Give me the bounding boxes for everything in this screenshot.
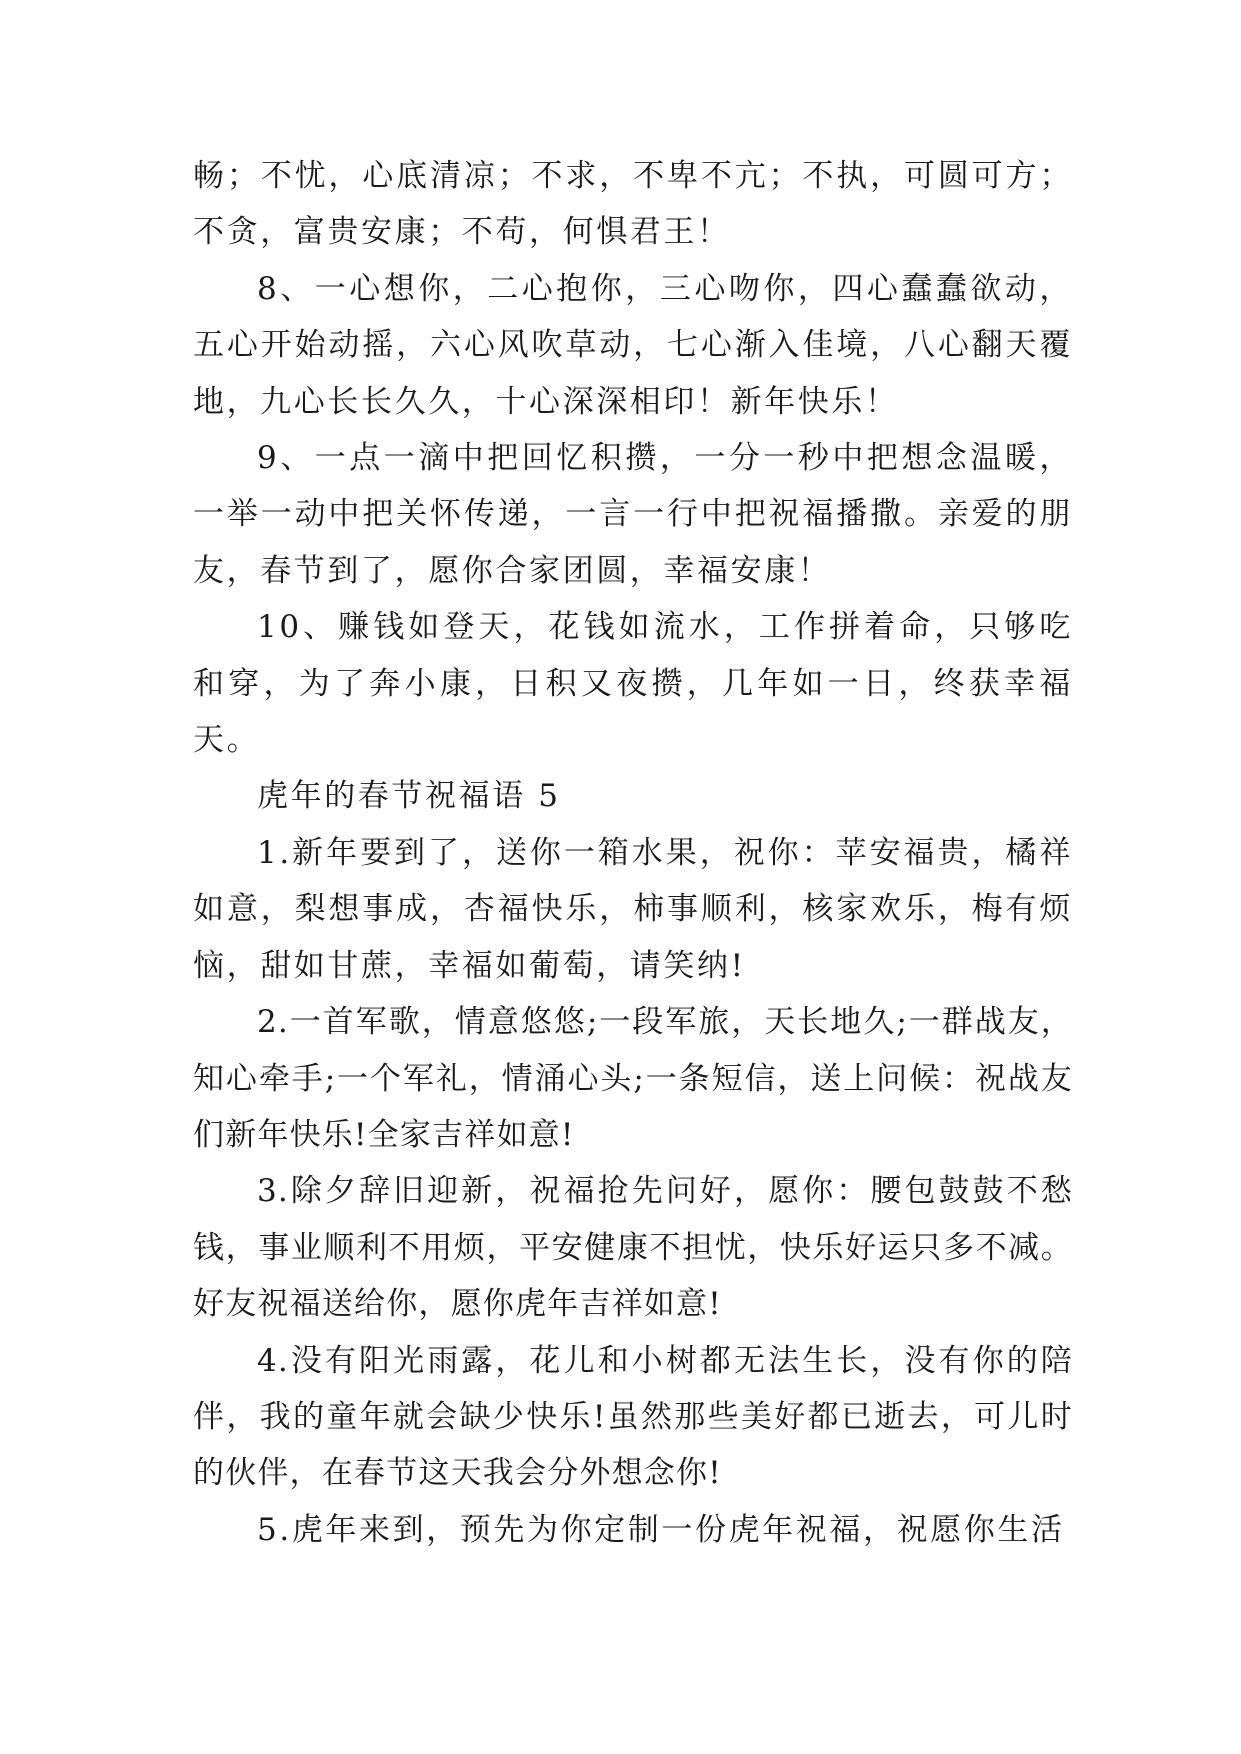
- paragraph-item-10: 10、赚钱如登天，花钱如流水，工作拼着命，只够吃和穿，为了奔小康，日积又夜攒，几年如一日，终获幸福天。: [193, 609, 1073, 759]
- paragraph-section5-item-4: 4.没有阳光雨露，花儿和小树都无法生长，没有你的陪伴，我的童年就会缺少快乐!虽然那些美好都已逝去，可儿时的伙伴，在春节这天我会分外想念你!: [193, 1342, 1073, 1492]
- paragraph-section5-item-1: 1.新年要到了，送你一箱水果，祝你：苹安福贵，橘祥如意，梨想事成，杏福快乐，柿事顺利，核家欢乐，梅有烦恼，甜如甘蔗，幸福如葡萄，请笑纳!: [193, 834, 1073, 984]
- paragraph-section5-item-3: 3.除夕辞旧迎新，祝福抢先问好，愿你：腰包鼓鼓不愁钱，事业顺利不用烦，平安健康不担忧，快乐好运只多不减。好友祝福送给你，愿你虎年吉祥如意!: [193, 1173, 1073, 1323]
- paragraph-section5-item-2: 2.一首军歌，情意悠悠;一段军旅，天长地久;一群战友，知心牵手;一个军礼，情涌心头;一条短信，送上问候：祝战友们新年快乐!全家吉祥如意!: [193, 1004, 1073, 1153]
- paragraph-continued: 畅；不忧，心底清凉；不求，不卑不亢；不执，可圆可方；不贪，富贵安康；不苟，何惧君王！: [193, 158, 1073, 251]
- paragraph-item-8: 8、一心想你，二心抱你，三心吻你，四心蠢蠢欲动，五心开始动摇，六心风吹草动，七心渐入佳境，八心翻天覆地，九心长长久久，十心深深相印！新年快乐！: [193, 270, 1073, 420]
- paragraph-section5-item-5: 5.虎年来到，预先为你定制一份虎年祝福，祝愿你生活: [257, 1511, 1065, 1548]
- section-heading: 虎年的春节祝福语 5: [257, 778, 561, 815]
- paragraph-item-9: 9、一点一滴中把回忆积攒，一分一秒中把想念温暖，一举一动中把关怀传递，一言一行中把祝福播撒。亲爱的朋友，春节到了，愿你合家团圆，幸福安康！: [193, 440, 1073, 589]
- document-page: [193, 148, 1073, 1558]
